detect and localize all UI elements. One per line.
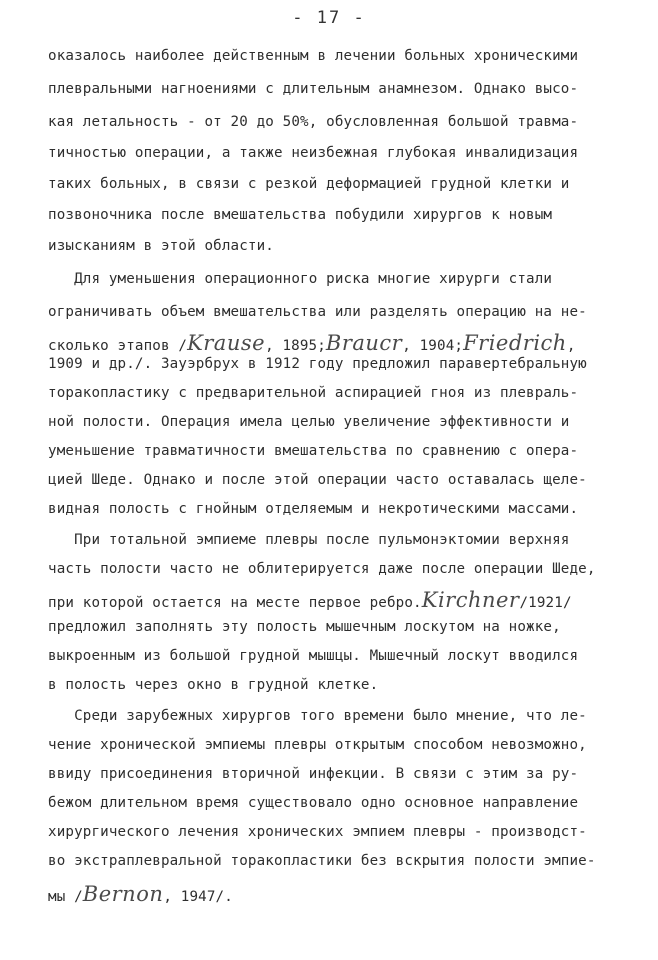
handwritten-name: Braucr [325,331,403,355]
text-segment: , [566,338,576,354]
text-segment: , 1947/. [163,889,233,905]
text-segment: , 1904; [402,338,464,354]
handwritten-name: Bernon [82,882,164,906]
text-line: хирургического лечения хронических эмпием плевры - производст- [48,824,587,840]
text-segment: , 1895; [265,338,326,354]
text-line [48,331,576,355]
text-line: плевральными нагноениями с длительным анамнезом. Однако высо- [48,81,579,97]
text-line: 1909 и др./. Зауэрбрух в 1912 году предложил паравертебральную [48,356,587,372]
text-segment: сколько этапов / [48,338,188,354]
handwritten-name: Kirchner [421,588,520,612]
page-number: - 17 - [292,8,366,28]
text-line: таких больных, в связи с резкой деформацией грудной клетки и [48,176,570,192]
handwritten-name: Krause [187,331,266,355]
text-line: оказалось наиболее действенным в лечении больных хроническими [48,48,579,64]
text-line: ввиду присоединения вторичной инфекции. В связи с этим за ру- [48,766,579,782]
text-line: в полость через окно в грудной клетке. [48,677,379,693]
text-line: тичностью операции, а также неизбежная глубокая инвалидизация [48,145,579,161]
text-line: При тотальной эмпиеме плевры после пульмонэктомии верхняя [48,532,570,548]
text-line [48,882,233,906]
text-line: во экстраплевральной торакопластики без вскрытия полости эмпие- [48,853,596,869]
text-line: предложил заполнять эту полость мышечным лоскутом на ножке, [48,619,561,635]
text-line: чение хронической эмпиемы плевры открытым способом невозможно, [48,737,587,753]
text-line: бежом длительном время существовало одно основное направление [48,795,579,811]
text-segment: /1921/ [519,595,572,611]
text-line: торакопластику с предварительной аспирацией гноя из плевраль- [48,385,579,401]
text-line: выкроенным из большой грудной мышцы. Мышечный лоскут вводился [48,648,579,664]
text-line: изысканиям в этой области. [48,238,274,254]
text-line: часть полости часто не облитерируется даже после операции Шеде, [48,561,596,577]
text-line: уменьшение травматичности вмешательства по сравнению с опера- [48,443,579,459]
text-line: ной полости. Операция имела целью увеличение эффективности и [48,414,570,430]
text-segment: мы / [48,889,83,905]
text-line: видная полость с гнойным отделяемым и некротическими массами. [48,501,579,517]
text-line [48,588,572,612]
text-line: Среди зарубежных хирургов того времени было мнение, что ле- [48,708,587,724]
text-line: ограничивать объем вмешательства или разделять операцию на не- [48,304,587,320]
text-line: кая летальность - от 20 до 50%, обусловленная большой травма- [48,114,579,130]
text-line: цией Шеде. Однако и после этой операции часто оставалась щеле- [48,472,587,488]
text-line: Для уменьшения операционного риска многие хирурги стали [48,271,553,287]
text-segment: при которой остается на месте первое ребро. [48,595,422,611]
text-line: позвоночника после вмешательства побудили хирургов к новым [48,207,553,223]
handwritten-name: Friedrich [463,331,567,355]
